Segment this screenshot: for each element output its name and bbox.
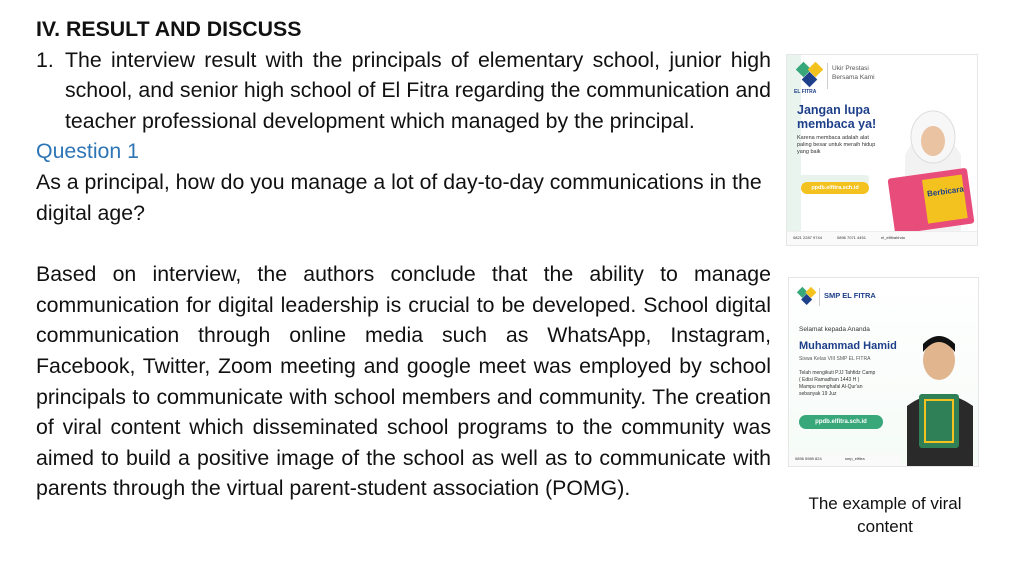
poster2-desc-2: ( Edisi Ramadhan 1443 H ) bbox=[799, 377, 860, 383]
poster2-contact-2: smp_elfitra bbox=[845, 456, 865, 461]
poster1-contact-3: el_elfitrahhdu bbox=[881, 235, 906, 240]
viral-poster-reading bbox=[787, 55, 977, 245]
poster1-logo-text: EL FITRA bbox=[794, 89, 817, 95]
slide-content bbox=[36, 14, 771, 504]
poster1-headline: Jangan lupa membaca ya! bbox=[797, 103, 877, 131]
image-caption: The example of viral content bbox=[808, 494, 962, 536]
list-item-text: The interview result with the principals of elementary school, junior high school, and senior high school of El Fitra regarding the communication and teacher professional development which managed by the principal. bbox=[65, 47, 771, 133]
girl-reading-photo bbox=[885, 95, 977, 245]
poster2-school: SMP EL FITRA bbox=[824, 291, 876, 300]
question-text: As a principal, how do you manage a lot of day-to-day communications in the digital age? bbox=[36, 169, 762, 225]
el-fitra-logo bbox=[796, 62, 824, 90]
poster2-class: Siswa Kelas VIII SMP EL FITRA bbox=[799, 356, 871, 362]
answer-paragraph: Based on interview, the authors conclude that the ability to manage communication for digital leadership is crucial to be developed. School digital communication through online media such as WhatsApp, Instagram, Facebook, Twitter, Zoom meeting and google meet was employed by school principals to communicate with school members and community. The creation of viral content which disseminated school programs to the community was aimed to build a positive image of the school as well as to communicate with parents through the virtual parent-student association (POMG). bbox=[36, 262, 771, 501]
el-fitra-logo bbox=[797, 287, 817, 307]
poster1-book-title: Berbicara bbox=[926, 184, 965, 199]
poster2-desc-1: Telah mengikuti PJJ Tahfidz Camp bbox=[799, 370, 876, 376]
list-item bbox=[36, 45, 771, 137]
poster2-contact-1: 0896 5989 824 bbox=[795, 456, 822, 461]
poster1-contact-2: 0896 7071 4451 bbox=[837, 235, 866, 240]
poster1-contact-1: 0821 2287 9744 bbox=[793, 235, 822, 240]
poster1-web: ppdb.elfitra.sch.id bbox=[801, 182, 869, 194]
poster2-greeting: Selamat kepada Ananda bbox=[799, 326, 870, 333]
poster1-tagline: Ukir Prestasi Bersama Kami bbox=[832, 65, 875, 81]
poster2-web: ppdb.elfitra.sch.id bbox=[799, 415, 883, 429]
poster2-desc-3: Mampu menghafal Al-Qur'an bbox=[799, 384, 863, 390]
poster1-subtext: Karena membaca adalah alat paling besar untuk meraih hidup yang baik bbox=[797, 135, 876, 155]
list-number: 1. bbox=[36, 47, 54, 72]
viral-poster-achievement bbox=[789, 278, 978, 466]
poster2-name: Muhammad Hamid bbox=[799, 340, 897, 352]
question-label: Question 1 bbox=[36, 139, 140, 164]
section-heading: IV. RESULT AND DISCUSS bbox=[36, 17, 302, 41]
poster2-desc-4: sebanyak 19 Juz bbox=[799, 391, 837, 397]
boy-holding-quran-photo bbox=[901, 324, 978, 466]
